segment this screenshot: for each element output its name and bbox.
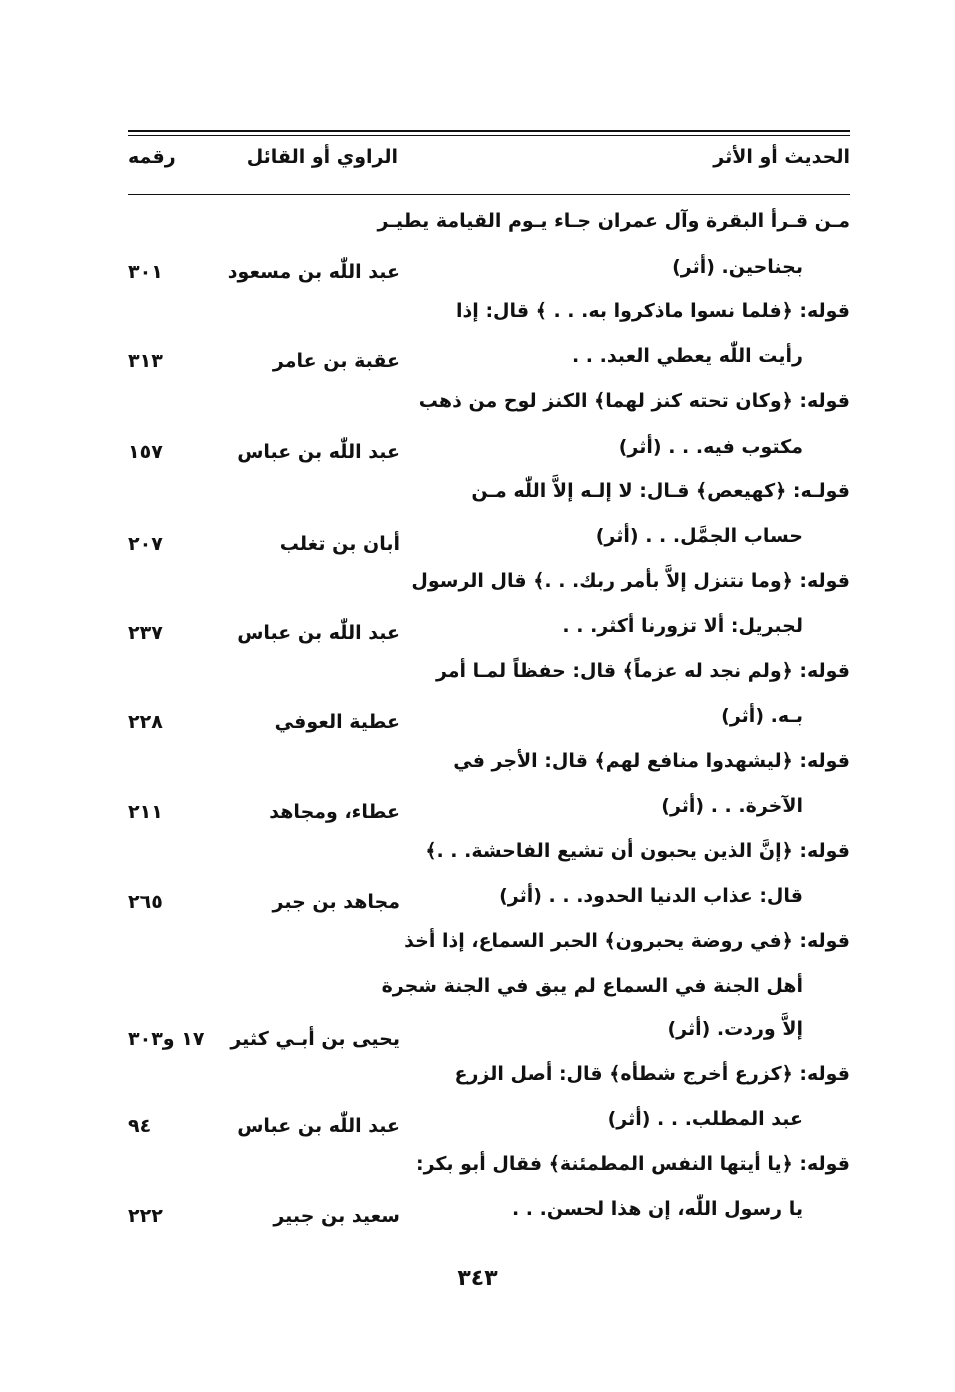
hadith-text-line: قال: عذاب الدنيا الحدود. . . (أثر) [499, 885, 803, 907]
narrator-name: عطية العوفي [274, 711, 400, 733]
hadith-text-line: قوله: ﴿يا أيتها النفس المطمئنة﴾ فقال أبو بكر: [415, 1153, 850, 1175]
reference-number: ١٥٧ [128, 441, 163, 463]
narrator-name: أبان بن تغلب [279, 533, 400, 555]
hadith-text-line: حساب الجمَّل. . . (أثر) [595, 525, 803, 547]
narrator-name: عبد اللّٰه بن مسعود [227, 261, 400, 283]
hadith-text-line: قوله: ﴿فلما نسوا ماذكروا به. . . ﴾ قال: إذا [456, 300, 850, 322]
hadith-text-line: عبد المطلب. . . (أثر) [607, 1108, 803, 1130]
hadith-text-line: إلاَّ وردت. (أثر) [667, 1018, 803, 1040]
narrator-name: عبد اللّٰه بن عباس [237, 441, 400, 463]
page-number: ٣٤٣ [457, 1266, 498, 1291]
reference-number: ٢٣٧ [128, 622, 163, 644]
reference-number: ٢١١ [128, 801, 163, 823]
hadith-text-line: قوله: ﴿وما نتنزل إلاَّ بأمر ربك. . .﴾ قال الرسول [411, 570, 850, 592]
reference-number: ٢٠٧ [128, 533, 163, 555]
hadith-text-line: قوله: ﴿كزرع أخرج شطأه﴾ قال: أصل الزرع [454, 1063, 850, 1085]
reference-number: ٩٤ [128, 1115, 152, 1137]
hadith-text-line: قوله: ﴿إنَّ الذين يحبون أن تشيع الفاحشة. . .﴾ [425, 840, 850, 862]
narrator-name: مجاهد بن جبر [272, 891, 400, 913]
hadith-text-line: لجبريل: ألا تزورنا أكثر. . . [562, 615, 803, 637]
narrator-name: سعيد بن جبير [273, 1205, 400, 1227]
hadith-text-line: قولـه: ﴿كهيعص﴾ قـال: لا إلـه إلاَّ اللّٰه مـن [471, 480, 850, 502]
narrator-name: عطاء، ومجاهد [269, 801, 400, 823]
hadith-text-line: يا رسول اللّٰه، إن هذا لحسن. . . [511, 1198, 803, 1220]
narrator-name: يحيى بن أبـي كثير [230, 1028, 400, 1050]
hadith-text-line: رأيت اللّٰه يعطي العبد. . . [571, 345, 803, 367]
hadith-text-line: بجناحين. (أثر) [672, 256, 803, 278]
hadith-text-line: بـه. (أثر) [721, 705, 803, 727]
narrator-name: عقبة بن عامر [272, 350, 400, 372]
hadith-text-line: قوله: ﴿ولم نجد له عزماً﴾ قال: حفظاً لمـا أمر [435, 660, 850, 682]
reference-number: ٣١٣ [128, 350, 163, 372]
hadith-text-line: قوله: ﴿وكان تحته كنز لهما﴾ الكنز لوح من ذهب [418, 390, 850, 412]
hadith-text-line: مكتوب فيه. . . (أثر) [618, 436, 803, 458]
hadith-text-line: مـن قـرأ البقرة وآل عمران جـاء يـوم القيامة يطيـر [377, 210, 850, 232]
reference-number: ٢٢٢ [128, 1205, 163, 1227]
hadith-text-line: قوله: ﴿في روضة يحبرون﴾ الحبر السماع، إذا أخذ [404, 930, 850, 952]
reference-number: ١٧ و٣٠٣ [128, 1028, 205, 1050]
reference-number: ٢٢٨ [128, 711, 163, 733]
narrator-name: عبد اللّٰه بن عباس [237, 622, 400, 644]
header-narrator: الراوي أو القائل [246, 146, 398, 168]
header-hadith: الحديث أو الأثر [713, 146, 850, 168]
narrator-name: عبد اللّٰه بن عباس [237, 1115, 400, 1137]
reference-number: ٢٦٥ [128, 891, 163, 913]
header-number: رقمه [128, 146, 176, 168]
reference-number: ٣٠١ [128, 261, 163, 283]
hadith-text-line: قوله: ﴿ليشهدوا منافع لهم﴾ قال: الأجر في [453, 750, 850, 772]
hadith-text-line: الآخرة. . . (أثر) [661, 795, 803, 817]
hadith-text-line: أهل الجنة في السماع لم يبق في الجنة شجرة [381, 975, 803, 997]
